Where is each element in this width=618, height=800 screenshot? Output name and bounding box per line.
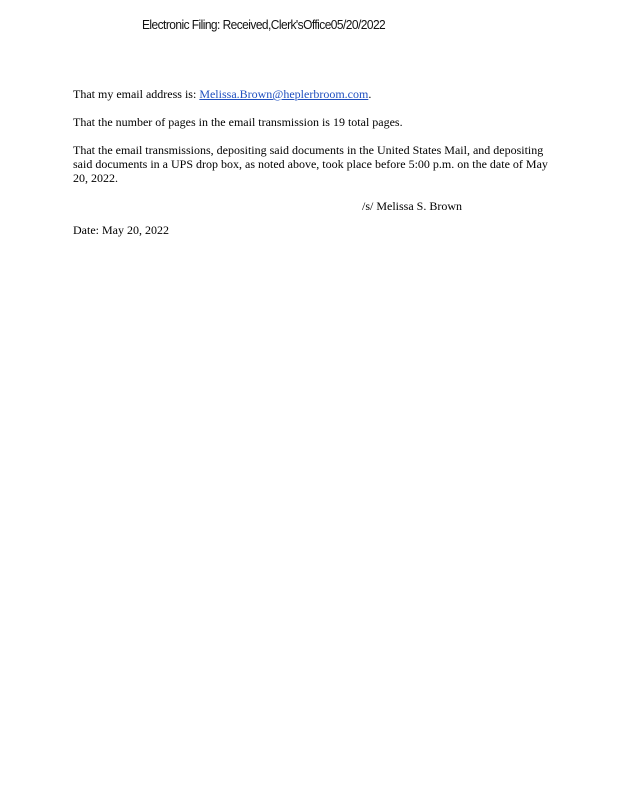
document-body <box>73 87 553 237</box>
email-address-link[interactable]: Melissa.Brown@heplerbroom.com <box>199 87 369 101</box>
transmission-time-statement: That the email transmissions, depositing said documents in the United States Mail, and depositing said documents in a UPS drop box, as noted above, took place before 5:00 p.m. on the date of May 20, 2022. <box>73 143 548 185</box>
email-address-statement <box>73 87 553 101</box>
signature-line: /s/ Melissa S. Brown <box>362 199 463 213</box>
date-line: Date: May 20, 2022 <box>73 223 169 237</box>
electronic-filing-stamp: Electronic Filing: Received,Clerk'sOffice05/20/2022 <box>142 17 386 32</box>
page-count-statement: That the number of pages in the email transmission is 19 total pages. <box>73 115 403 129</box>
email-statement-prefix: That my email address is: <box>73 87 200 101</box>
email-statement-suffix: . <box>368 87 372 101</box>
